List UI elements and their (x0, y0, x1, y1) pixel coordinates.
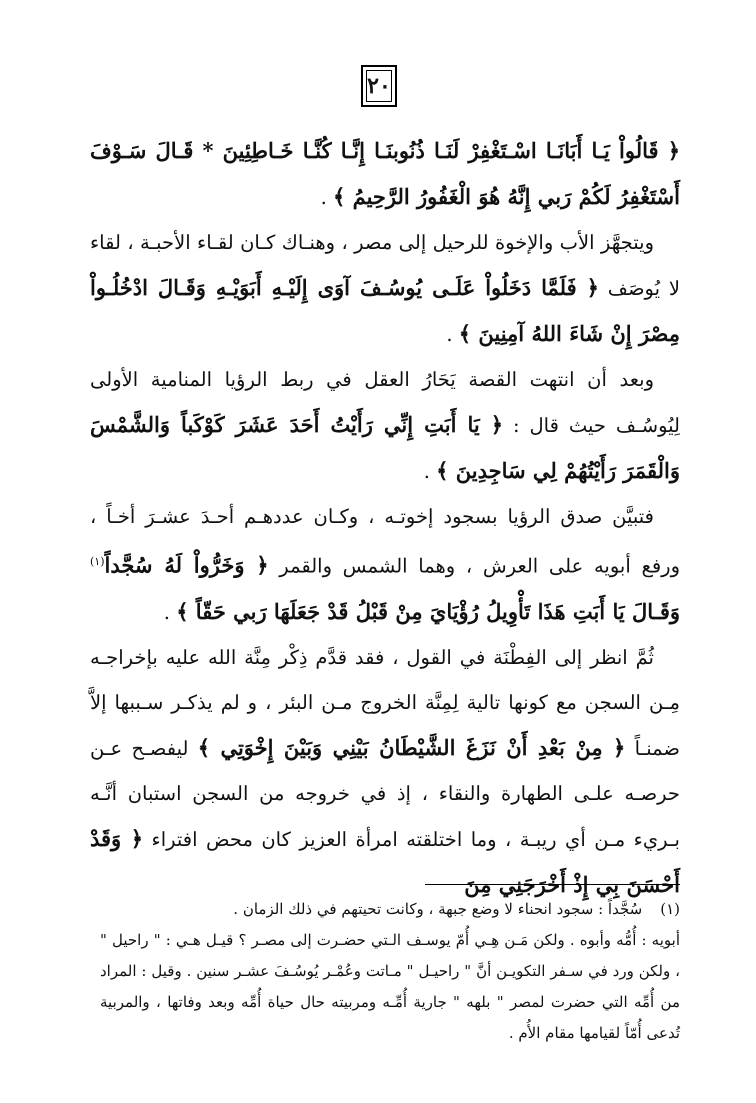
paragraph (90, 494, 680, 635)
paragraph-text: ليفصـح عـن حرصـه علـى الطهارة والنقاء ، إذ في خروجه من السجن استبان أنَّـه بـريء مـن أي ريبـة ، وما اختلقته امرأة العزيز كان محض افتراء (90, 736, 680, 851)
footnote-text: سُجَّداً : سجود انحناء لا وضع جبهة ، وكانت تحيتهم في ذلك الزمان . (233, 900, 643, 918)
footnote-reference: (١) (90, 555, 105, 568)
page-number: ٢٠ (367, 73, 391, 99)
quran-verse: ﴿ يَا أَبَتِ إِنِّي رَأَيْتُ أَحَدَ عَشَرَ كَوْكَباً وَالشَّمْسَ وَالْقَمَرَ رَأَيْتُهُمْ لِي سَاجِدِينَ ﴾ (90, 412, 680, 483)
paragraph-text: ويتجهَّز الأب والإخوة للرحيل إلى مصر ، وهنـاك كـان لقـاء الأحبـة ، لقاء لا يُوصَف (90, 231, 680, 300)
paragraph-text: ثُمَّ انظر إلى الفِطْنَة في القول ، فقد قدَّم ذِكْر مِنَّة الله عليه بإخراجـه مِـن السجن مع كونها تالية لِمِنَّة الخروج مـن البئر ، و لم يذكـر سـببها إلاَّ ضمنـاً (90, 645, 680, 760)
quran-verse: ﴿ وَقَدْ أَحْسَنَ بِي إِذْ أَخْرَجَنِي مِنَ (90, 825, 680, 897)
paragraph-text: . (446, 323, 459, 346)
paragraph-text: . (320, 186, 333, 209)
quran-verse: ﴿ مِنْ بَعْدِ أَنْ نَزَغَ الشَّيْطَانُ بَيْنِي وَبَيْنَ إِخْوَتِي ﴾ (197, 734, 626, 760)
quran-verse: ﴿ قَالُواْ يَـا أَبَانَـا اسْـتَغْفِرْ لَنَـا ذُنُوبنَـا إِنَّـا كُنَّـا خَـاطِئِينَ * قَـالَ سَـوْفَ أَسْتَغْفِرُ لَكُمْ رَبي إِنَّهُ هُوَ الْغَفُورُ الرَّحِيمُ ﴾ (90, 138, 680, 209)
footnote-number: (١) (660, 900, 680, 918)
paragraph (90, 128, 680, 220)
paragraph-text: فتبيَّن صدق الرؤيا بسجود إخوتـه ، وكـان عددهـم أحـدَ عشـرَ أخـاً ، ورفع أبويه على العرش ، وهما الشمس والقمر (90, 505, 680, 578)
footnote-text: أبويه : أُمُّه وأبوه . ولكن مَـن هِـي أُمّ يوسـف الـتي حضـرت إلى مصـر ؟ قيـل هـي : " راحيل " ، ولكن ورد في سـفر التكويـن أنَّ " راحيـل " مـاتت وعُمْـر يُوسُـفَ عشـر سنين . وقيل : المراد من أُمِّه التي حضرت لمصر " بلهه " جارية أُمِّـه ومربيته حال حياة أُمِّه وبعد وفاتها ، والمربية تُدعى أُمّاً لقيامها مقام الأُم . (100, 931, 680, 1042)
paragraph-text: وبعد أن انتهت القصة يَحَارُ العقل في ربط الرؤيا المنامية الأولى لِيُوسُـف حيث قال : (90, 368, 680, 437)
main-text (90, 128, 680, 908)
paragraph-text: . (423, 460, 437, 483)
page-number-box (361, 65, 397, 107)
footnote-separator (425, 884, 680, 885)
paragraph-text: . (163, 600, 177, 624)
quran-verse: وَقَـالَ يَا أَبَتِ هَذَا تَأْوِيلُ رُؤْيَايَ مِنْ قَبْلُ قَدْ جَعَلَهَا رَبي حَقّاً ﴾ (176, 598, 680, 624)
footnote (100, 925, 680, 1049)
footnote (100, 894, 680, 925)
quran-verse: ﴿ فَلَمَّا دَخَلُواْ عَلَـى يُوسُـفَ آوَى إِلَيْـهِ أَبَوَيْـهِ وَقَـالَ ادْخُلُـواْ مِصْرَ إِنْ شَاءَ اللهُ آمِنِينَ ﴾ (90, 275, 680, 346)
paragraph (90, 220, 680, 357)
quran-verse: ﴿ وَخَرُّواْ لَهُ سُجَّداً (104, 552, 269, 578)
paragraph (90, 635, 680, 908)
paragraph (90, 357, 680, 494)
footnotes (100, 894, 680, 1049)
